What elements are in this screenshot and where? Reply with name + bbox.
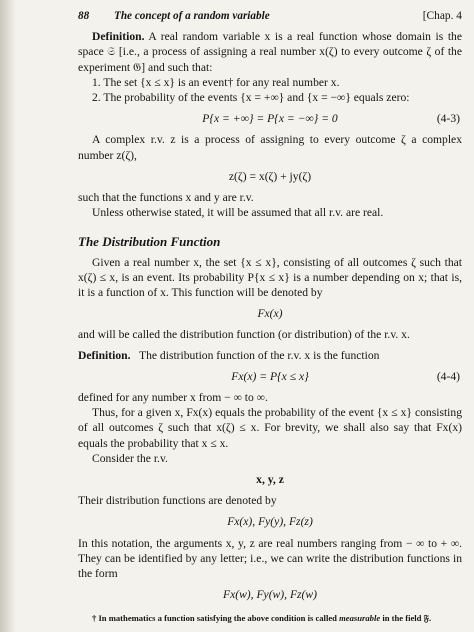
complex-rv-equation [78, 169, 462, 184]
fx-expr: Fx(x) [257, 307, 283, 321]
thus-paragraph: Thus, for a given x, Fx(x) equals the probability of the event {x ≤ x} consisting of all outcomes ζ such that x(ζ) ≤ x. For brevity, we shall also say that Fx(x) equals the probability that x ≤ x. [78, 406, 462, 450]
equation-4-4 [78, 369, 462, 384]
definition2-after: defined for any number x from − ∞ to ∞. [78, 391, 268, 405]
definition-text: A real random variable x is a real function whose domain is the space 𝔖 [i.e., a process of assigning a real number x(ζ) to every outcome ζ of the experiment 𝔊] and such that: [78, 30, 462, 74]
distribution-called: and will be called the distribution function (or distribution) of the r.v. x. [78, 328, 410, 342]
section-title: The Distribution Function [78, 234, 221, 250]
complex-rv-after: such that the functions x and y are r.v. [78, 191, 254, 205]
footnote-text: † In mathematics a function satisfying the above condition is called [92, 612, 337, 623]
real-assumption: Unless otherwise stated, it will be assumed that all r.v. are real. [92, 206, 384, 220]
consider-line: Consider the r.v. [92, 451, 168, 465]
functions-display [78, 514, 462, 529]
rv-list [78, 472, 462, 487]
functions-expr: Fx(x), Fy(y), Fz(z) [227, 515, 313, 529]
running-title: The concept of a random variable [114, 10, 270, 22]
distribution-paragraph: Given a real number x, the set {x ≤ x}, consisting of all outcomes ζ such that x(ζ) ≤ x, is an event. Its probability P{x ≤ x} is a number depending on x; that is, it is a function of x. This function will be denoted by [78, 255, 462, 300]
complex-rv-paragraph: A complex r.v. z is a process of assigning to every outcome ζ a complex number z(ζ), [78, 133, 462, 162]
running-header [78, 9, 462, 24]
functions-w-display [78, 587, 462, 602]
equation-4-3-expr: P{x = +∞} = P{x = −∞} = 0 [202, 112, 338, 126]
complex-rv-expr: z(ζ) = x(ζ) + jy(ζ) [228, 169, 312, 183]
definition2-label: Definition. [78, 348, 131, 362]
condition-1: 1. The set {x ≤ x} is an event† for any real number x. [92, 75, 340, 89]
page-content [78, 9, 462, 624]
fx-display [78, 306, 462, 321]
notation-paragraph: In this notation, the arguments x, y, z are real numbers ranging from − ∞ to + ∞. They can be identified by any letter; i.e., we can write the distribution functions in the form [78, 536, 462, 581]
footnote-tail: in the field 𝔉. [382, 612, 432, 623]
footnote-term: measurable [339, 612, 381, 623]
chapter-label: [Chap. 4 [422, 10, 462, 22]
page-number: 88 [78, 10, 90, 22]
definition-label: Definition. [92, 30, 145, 44]
definition2-text: The distribution function of the r.v. x is the function [139, 348, 380, 362]
footnote [78, 613, 462, 624]
definition-paragraph [78, 29, 462, 75]
equation-4-4-number: (4-4) [436, 369, 460, 383]
condition-2: 2. The probability of the events {x = +∞} and {x = −∞} equals zero: [92, 91, 410, 105]
equation-4-3 [78, 111, 462, 126]
definition2-paragraph [78, 348, 462, 363]
page-binding-shadow [0, 0, 16, 632]
denoted-line: Their distribution functions are denoted by [78, 494, 277, 508]
equation-4-3-number: (4-3) [436, 112, 460, 126]
equation-4-4-expr: Fx(x) = P{x ≤ x} [231, 369, 309, 383]
rv-list-expr: x, y, z [256, 473, 284, 487]
functions-w-expr: Fx(w), Fy(w), Fz(w) [222, 588, 317, 602]
